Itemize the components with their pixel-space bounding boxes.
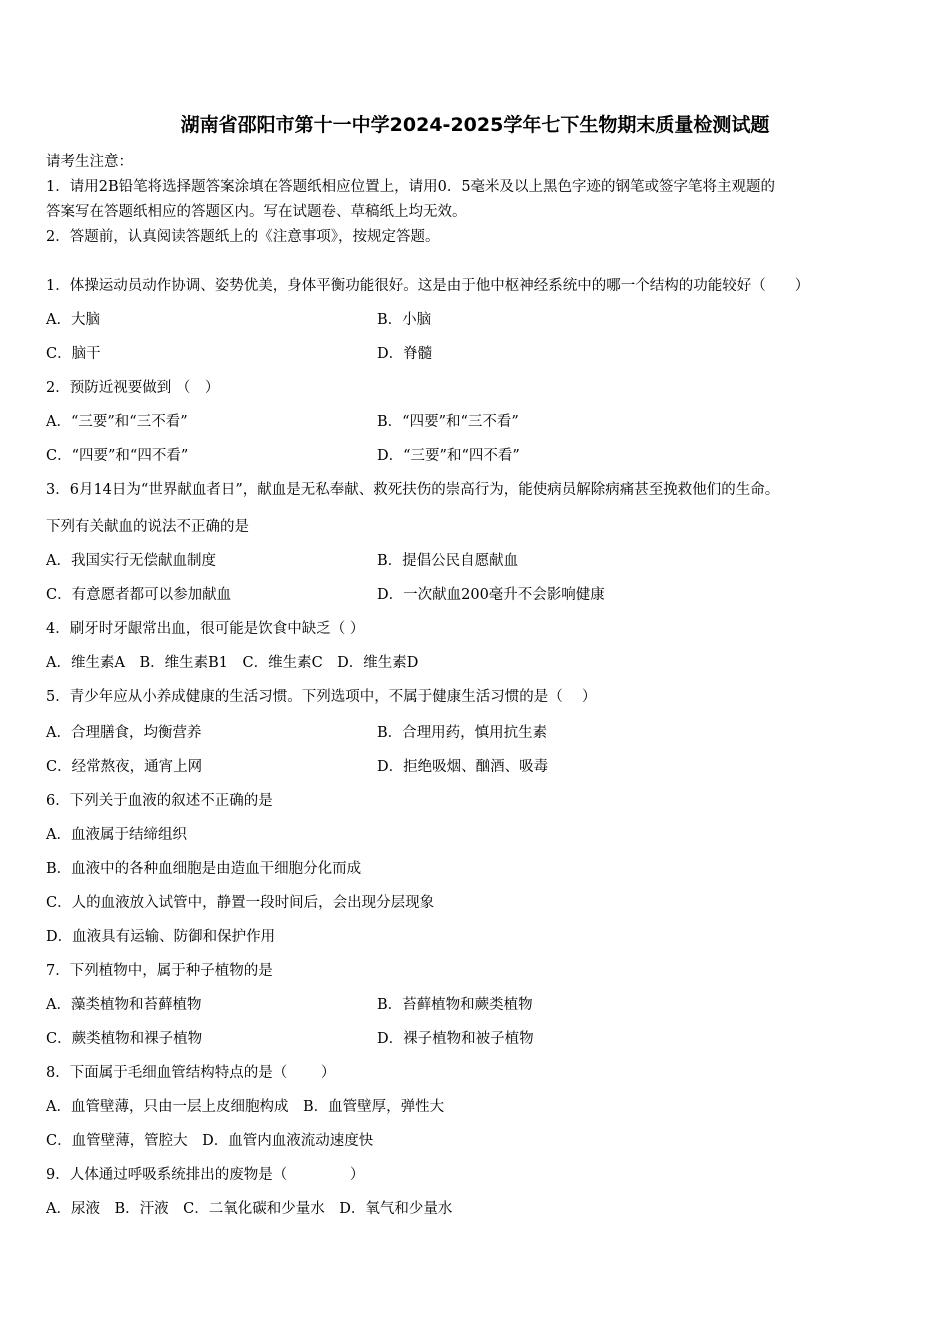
question-stem: 4．刷牙时牙龈常出血，很可能是饮食中缺乏（ ） (46, 621, 365, 637)
option-b: B．“四要”和“三不看” (377, 414, 519, 430)
option-d: D．血液具有运输、防御和保护作用 (46, 929, 276, 945)
notice-line: 答案写在答题纸相应的答题区内。写在试题卷、草稿纸上均无效。 (46, 204, 467, 220)
question-stem: 9．人体通过呼吸系统排出的废物是（ ） (46, 1167, 365, 1183)
option-b: B．苔藓植物和蕨类植物 (377, 997, 533, 1013)
option-c: C．脑干 (46, 346, 101, 362)
option-a: A．“三要”和“三不看” (46, 414, 188, 430)
question-stem: 8．下面属于毛细血管结构特点的是（ ） (46, 1065, 336, 1081)
question-stem: 7．下列植物中，属于种子植物的是 (46, 963, 273, 979)
options-cd: C．血管壁薄，管腔大 D．血管内血液流动速度快 (46, 1133, 374, 1149)
option-b: B．合理用药，慎用抗生素 (377, 725, 548, 741)
option-c: C．有意愿者都可以参加献血 (46, 587, 232, 603)
option-d: D．拒绝吸烟、酗酒、吸毒 (377, 759, 549, 775)
options-inline: A．维生素A B．维生素B1 C．维生素C D．维生素D (46, 655, 419, 671)
question-stem: 3．6月14日为“世界献血者日”，献血是无私奉献、救死扶伤的崇高行为，能使病员解除病痛甚至挽救他们的生命。 (46, 482, 780, 498)
option-a: A．血液属于结缔组织 (46, 827, 187, 843)
option-b: B．提倡公民自愿献血 (377, 553, 519, 569)
option-d: D．裸子植物和被子植物 (377, 1031, 534, 1047)
page-title: 湖南省邵阳市第十一中学2024-2025学年七下生物期末质量检测试题 (180, 114, 770, 136)
option-c: C．人的血液放入试管中，静置一段时间后，会出现分层现象 (46, 895, 435, 911)
option-a: A．藻类植物和苔藓植物 (46, 997, 202, 1013)
question-stem: 5．青少年应从小养成健康的生活习惯。下列选项中，不属于健康生活习惯的是（ ） (46, 689, 597, 705)
option-a: A．合理膳食，均衡营养 (46, 725, 202, 741)
option-d: D．一次献血200毫升不会影响健康 (377, 587, 605, 603)
option-d: D．“三要”和“四不看” (377, 448, 520, 464)
option-c: C．蕨类植物和裸子植物 (46, 1031, 203, 1047)
question-stem: 1．体操运动员动作协调、姿势优美，身体平衡功能很好。这是由于他中枢神经系统中的哪一个结构的功能较好（ ） (46, 278, 810, 294)
notice-line: 1．请用2B铅笔将选择题答案涂填在答题纸相应位置上，请用0．5毫米及以上黑色字迹的钢笔或签字笔将主观题的 (46, 179, 776, 195)
question-stem: 6．下列关于血液的叙述不正确的是 (46, 793, 273, 809)
option-c: C．“四要”和“四不看” (46, 448, 189, 464)
option-b: B．小脑 (377, 312, 432, 328)
option-c: C．经常熬夜，通宵上网 (46, 759, 203, 775)
question-stem-continued: 下列有关献血的说法不正确的是 (46, 519, 249, 535)
notice-heading: 请考生注意： (46, 154, 133, 170)
option-a: A．大脑 (46, 312, 100, 328)
option-b: B．血液中的各种血细胞是由造血干细胞分化而成 (46, 861, 362, 877)
notice-line: 2．答题前，认真阅读答题纸上的《注意事项》，按规定答题。 (46, 229, 440, 245)
option-d: D．脊髓 (377, 346, 433, 362)
option-a: A．我国实行无偿献血制度 (46, 553, 216, 569)
options-inline: A．尿液 B．汗液 C．二氧化碳和少量水 D．氧气和少量水 (46, 1201, 453, 1217)
options-ab: A．血管壁薄，只由一层上皮细胞构成 B．血管壁厚，弹性大 (46, 1099, 445, 1115)
question-stem: 2．预防近视要做到 （ ） (46, 380, 220, 396)
